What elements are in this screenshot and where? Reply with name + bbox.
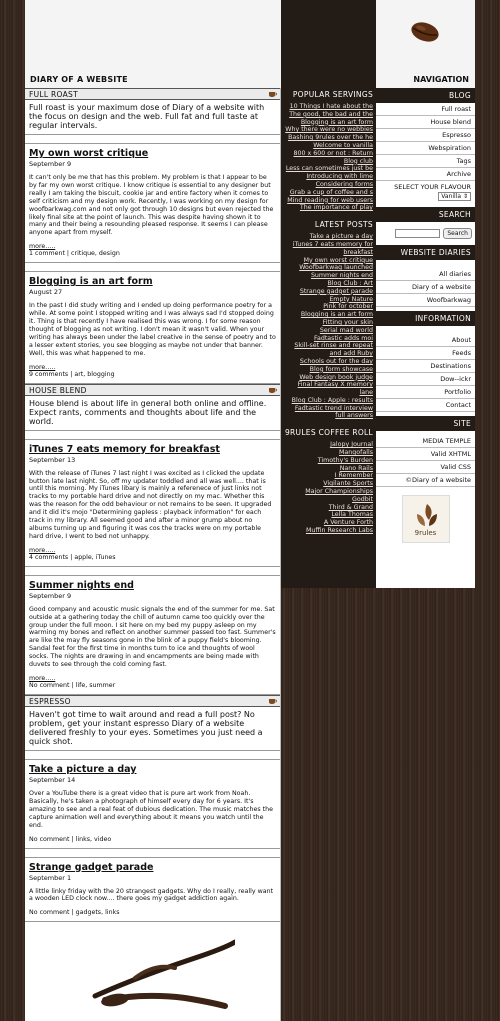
latest-post-link[interactable]: Web design book judge <box>299 373 373 381</box>
latest-post-link[interactable]: Pink for october <box>323 303 373 311</box>
post-body: It can't only be me that has this problem. My problem is that I appear to be by far my own worst critique. I know critique is essential to any designer but really I am taking the biscuit, cookie jar and entire factory when it comes to self criticism and my design work. Recently, I was working on my design for woofbarkwag.com and not only got through 10 designs but even rejected the likely final site at the point of launch. This was despite having shown it to many and their being a resounding pleased response. It seems I can please anyone apart from myself. <box>29 174 274 237</box>
blog-nav-item[interactable]: Tags <box>376 155 475 168</box>
coffee-roll-link[interactable]: Nano Rails <box>339 464 373 472</box>
latest-post-link[interactable]: breakfast <box>343 248 373 256</box>
latest-post-link[interactable]: Blog Club : Art <box>327 279 373 287</box>
post-title[interactable]: Blogging is an art form <box>29 276 153 288</box>
section-header-espresso[interactable] <box>25 695 280 707</box>
latest-post-link[interactable]: lane <box>359 389 373 397</box>
post-title[interactable]: iTunes 7 eats memory for breakfast <box>29 443 220 455</box>
post-title[interactable]: Strange gadget parade <box>29 861 154 873</box>
post <box>25 271 280 383</box>
search-box <box>376 222 475 245</box>
coffee-roll-link[interactable]: I Remember <box>334 472 373 480</box>
post <box>25 857 280 923</box>
site-list <box>376 435 475 487</box>
popular-serving-link[interactable]: Blogging is an art form <box>300 118 373 126</box>
latest-post-link[interactable]: Take a picture a day <box>309 233 373 241</box>
coffee-roll-link[interactable]: Jalopy Journal <box>330 441 373 449</box>
header-left <box>25 0 281 88</box>
post-title[interactable]: Take a picture a day <box>29 764 137 775</box>
popular-serving-link[interactable]: The good, the bad and the <box>289 110 373 118</box>
site-title[interactable]: DIARY OF A WEBSITE <box>30 75 128 84</box>
blog-nav-item[interactable]: Espresso <box>376 129 475 142</box>
latest-post-link[interactable]: Empty Nature <box>329 295 373 303</box>
section-header-house-blend[interactable] <box>25 384 280 396</box>
coffee-roll-link[interactable]: Timothy's Burden <box>317 456 373 464</box>
more-link[interactable]: more..... <box>29 363 56 371</box>
diary-nav-item[interactable]: Woofbarkwag <box>376 294 475 307</box>
post-body: With the release of iTunes 7 last night I was excited as I clicked the update button late last night. So, off my updater toddled and all was well.... that is until this morning. My iTunes libary is mainly a referenece of just links not tracks to my portable hard drive and not directly on my mac. Whether this was the reason for the odd behaviour or not remains to be seen. It upgraded and it did it's mojo "Determining gapless : playback information" for each track in my library. All seemed good and after a minor grump about no albums turning up and figuring it was cos the tracks were on my portable hard drive, I went to bed not unhappy. <box>29 469 272 540</box>
search-title: SEARCH <box>376 207 475 222</box>
header-middle <box>281 0 376 88</box>
information-nav-item[interactable]: Dow--ickr <box>376 373 475 386</box>
coffee-cup-icon <box>269 387 277 393</box>
popular-serving-link[interactable]: Mind reading for web users <box>287 196 373 204</box>
coffee-roll-list <box>281 439 376 541</box>
latest-post-link[interactable]: full answers <box>335 412 373 420</box>
blog-nav-item[interactable]: Archive <box>376 168 475 181</box>
blog-nav-item[interactable]: Webspiration <box>376 142 475 155</box>
blog-title: BLOG <box>376 88 475 103</box>
information-nav-item[interactable]: Destinations <box>376 360 475 373</box>
website-diaries-title: WEBSITE DIARIES <box>376 245 475 260</box>
vanilla-pod-illustration <box>75 938 235 1013</box>
latest-post-link[interactable]: Schools out for the day <box>299 357 373 365</box>
popular-serving-link[interactable]: Grab a cup of coffee and s <box>289 188 373 196</box>
navigation-title: NAVIGATION <box>413 75 469 84</box>
section-title: FULL ROAST <box>29 90 78 99</box>
post-date: September 9 <box>29 160 72 168</box>
right-column <box>376 88 475 588</box>
latest-posts-list <box>281 231 376 426</box>
popular-serving-link[interactable]: Why there were no webbies <box>285 126 373 134</box>
site-nav-item[interactable]: MEDIA TEMPLE <box>376 435 475 448</box>
diary-nav-item[interactable]: All diaries <box>376 268 475 281</box>
popular-serving-link[interactable]: Less can sometimes just be <box>285 165 373 173</box>
section-description: House blend is about life in general both online and offline. Expect rants, comments and thoughts about life and the world. <box>25 396 280 431</box>
popular-serving-link[interactable]: 10 Things I hate about the <box>289 103 373 110</box>
flavour-label: SELECT YOUR FLAVOUR <box>394 183 471 191</box>
coffee-roll-title: 9RULES COFFEE ROLL <box>284 428 373 438</box>
latest-post-link[interactable]: iTunes 7 eats memory for <box>292 240 373 248</box>
blog-list <box>376 103 475 181</box>
popular-servings-title: POPULAR SERVINGS <box>292 90 373 99</box>
popular-serving-link[interactable]: Blog club <box>343 157 373 165</box>
post-meta[interactable]: No comment | links, video <box>29 835 112 843</box>
information-nav-item[interactable]: Feeds <box>376 347 475 360</box>
post-date: September 14 <box>29 776 76 784</box>
information-nav-item[interactable]: Contact <box>376 399 475 412</box>
9rules-logo-text: 9rules <box>414 529 437 537</box>
diary-nav-item[interactable]: Diary of a website <box>376 281 475 294</box>
coffee-roll-link[interactable]: Muffin Research Labs <box>305 527 373 535</box>
latest-post-link[interactable]: Fitting your skin <box>322 318 373 326</box>
popular-serving-link[interactable]: Introducing with lime <box>306 173 373 181</box>
post <box>25 759 280 849</box>
information-title: INFORMATION <box>376 311 475 326</box>
latest-post-link[interactable]: Final Fantasy X memory <box>297 381 373 389</box>
coffee-cup-icon <box>269 91 277 97</box>
site-title-header: SITE <box>376 416 475 431</box>
latest-post-link[interactable]: Blogging is an art form <box>300 311 373 319</box>
post-body: In the past I did study writing and I ended up doing performance poetry for a while. At some point I stopped writing and I was always sad I'd stopped doing it. Thing is that recently I have realised this was wrong. I for some reason thought of blogging as not writing. I don't mean it wasn't valid. When your writing has always been under the label creative in the sense of poetry and to a lesser extent stories, you see blogging as maybe not under that banner. Well, this was what happened to me. <box>29 302 276 357</box>
header-right <box>376 0 475 88</box>
post-date: September 13 <box>29 455 76 464</box>
latest-post-link[interactable]: Fadtastic trend interview <box>294 404 373 412</box>
post-date: September 9 <box>29 591 72 600</box>
latest-posts-title: LATEST POSTS <box>314 220 373 230</box>
flavour-value: Vanilla <box>441 193 462 200</box>
post-meta[interactable]: No comment | life, summer <box>29 682 116 689</box>
information-nav-item[interactable]: Portfolio <box>376 386 475 399</box>
flavour-selector <box>376 181 475 203</box>
coffee-roll-link[interactable]: Vigilante Sports <box>323 480 373 488</box>
latest-post-link[interactable]: Serial mad world <box>319 326 373 334</box>
post-date: August 27 <box>29 288 63 297</box>
post <box>25 439 280 567</box>
latest-post-link[interactable]: Blog Club : Apple : results <box>291 396 373 404</box>
popular-serving-link[interactable]: Welcome to vanilla <box>313 141 373 149</box>
post-meta[interactable]: No comment | gadgets, links <box>29 909 120 917</box>
more-link[interactable]: more..... <box>29 243 56 251</box>
chevron-down-icon: ⇕ <box>462 193 468 200</box>
post-body: Over a YouTube there is a great video that is pure art work from Noah. Basically, he's taken a photograph of himself every day for 6 years. It's amazing to see and a real feat of dubious dedication. The music matches the capture animation well and everything about it means you watch until the end. <box>29 790 273 829</box>
search-input[interactable] <box>395 229 440 238</box>
coffee-roll-link[interactable]: Major Championships <box>305 488 373 496</box>
coffee-roll-link[interactable]: A Venture Forth <box>323 519 373 527</box>
blog-nav-item[interactable]: House blend <box>376 116 475 129</box>
popular-serving-link[interactable]: The importance of play <box>299 204 373 212</box>
popular-servings-list <box>281 101 376 218</box>
site-nav-item[interactable]: ©Diary of a website <box>376 474 475 487</box>
latest-post-link[interactable]: Summer nights end <box>310 272 373 280</box>
section-description: Full roast is your maximum dose of Diary of a website with the focus on design and the web. Full fat and full taste at regular intervals. <box>25 100 280 135</box>
more-link[interactable]: more..... <box>29 675 56 682</box>
search-button[interactable]: Search <box>443 228 472 239</box>
coffee-roll-link[interactable]: Godbit <box>352 495 373 503</box>
section-title: ESPRESSO <box>29 697 71 706</box>
information-nav-item[interactable]: About <box>376 334 475 347</box>
coffee-bean-icon <box>408 18 442 44</box>
coffee-cup-icon <box>269 698 277 704</box>
section-header-full-roast[interactable] <box>25 88 280 100</box>
section-description: Haven't got time to wait around and read a full post? No problem, get your instant espresso Diary of a website delivered freshly to your eyes. Sometimes you just need a quick shot. <box>25 707 280 751</box>
latest-post-link[interactable]: Skill-set rinse and repeat <box>294 342 373 350</box>
information-list <box>376 334 475 412</box>
post-body: Good company and acoustic music signals the end of the summer for me. Sat outside at a gathering today the chill of autumn came too quickly over the group under the full moon. I sit here on my bed my puppy asleep on my warming my bones and reflect on another summer passed too fast. Summer's are like the may fly seasons gone in the blink of a puppy field's blooming. Sandal feet for the first time in months turn to ice and thoughts of wool socks. The nights are drawing in and encampments are being made with duvets to see through the cold coming fast. <box>29 605 276 669</box>
9rules-logo[interactable] <box>402 495 450 543</box>
latest-post-link[interactable]: and add Ruby <box>329 350 373 358</box>
coffee-roll-link[interactable]: Lella Thomas <box>331 511 373 519</box>
latest-post-link[interactable]: Blog form showcase <box>309 365 373 373</box>
latest-post-link[interactable]: Woofbarkwag launched <box>299 264 373 272</box>
site-nav-item[interactable]: Valid XHTML <box>376 448 475 461</box>
post-title[interactable]: Summer nights end <box>29 579 134 591</box>
latest-post-link[interactable]: Fadtastic adds moi <box>313 334 373 342</box>
post-meta[interactable]: 9 comments | art, blogging <box>29 370 115 378</box>
flavour-select[interactable] <box>438 192 471 201</box>
post-date: September 1 <box>29 873 72 882</box>
post-meta[interactable]: 1 comment | critique, design <box>29 250 120 258</box>
post-title[interactable]: My own worst critique <box>29 148 149 159</box>
post <box>25 575 280 695</box>
post-meta[interactable]: 4 comments | apple, iTunes <box>29 553 116 561</box>
post <box>25 143 280 263</box>
website-diaries-list <box>376 268 475 307</box>
middle-column <box>281 88 376 588</box>
coffee-roll-link[interactable]: Mangofalls <box>339 449 373 457</box>
post-body: A little linky friday with the 20 strangest gadgets. Why do I really, really want a wooden LED clock now.... there goes my gadget addiction again. <box>29 887 274 903</box>
latest-post-link[interactable]: Strange gadget parade <box>299 287 373 295</box>
latest-post-link[interactable]: My own worst critique <box>303 256 373 264</box>
popular-serving-link[interactable]: 800 x 600 or not : Return <box>293 149 373 157</box>
site-nav-item[interactable]: Valid CSS <box>376 461 475 474</box>
blog-nav-item[interactable]: Full roast <box>376 103 475 116</box>
section-title: HOUSE BLEND <box>29 385 87 395</box>
more-link[interactable]: more..... <box>29 546 56 554</box>
coffee-roll-link[interactable]: Third & Grand <box>328 503 373 511</box>
popular-serving-link[interactable]: Considering forms <box>315 180 373 188</box>
main-column <box>25 88 281 1021</box>
popular-serving-link[interactable]: Bashing 9rules over the he <box>288 134 373 142</box>
